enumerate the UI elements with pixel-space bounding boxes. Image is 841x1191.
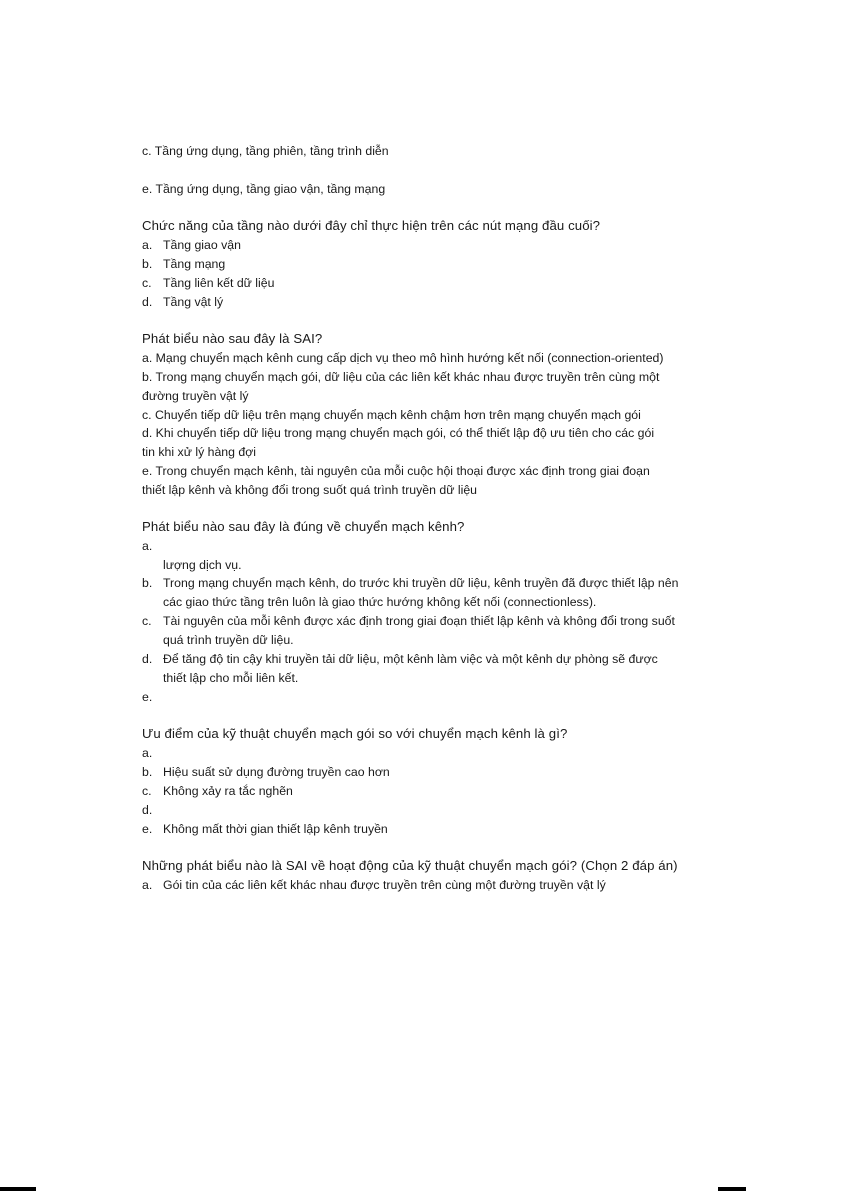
q3-option-a-cont: lượng dịch vụ. (163, 558, 242, 572)
q3-option-a (142, 537, 702, 555)
q2-line: tin khi xử lý hàng đợi (142, 445, 257, 459)
q1-option-c (142, 274, 702, 292)
option-label: a. (142, 238, 153, 252)
q4-option-c (142, 782, 702, 800)
q2-line: thiết lập kênh và không đổi trong suốt quá trình truyền dữ liệu (142, 483, 478, 497)
q3-option-c-cont: quá trình truyền dữ liệu. (163, 633, 294, 647)
option-label: c. (142, 614, 152, 628)
option-label: a. (142, 539, 153, 553)
option-text: Tầng vật lý (163, 295, 224, 309)
option-label: c. (142, 784, 152, 798)
option-text: Để tăng độ tin cậy khi truyền tải dữ liệu, một kênh làm việc và một kênh dự phòng sẽ được (163, 652, 658, 666)
option-text: Không xảy ra tắc nghẽn (163, 784, 293, 798)
q1-option-a (142, 236, 702, 254)
q3-option-d (142, 650, 702, 668)
option-c-carryover: c. Tầng ứng dụng, tầng phiên, tầng trình diễn (142, 144, 389, 158)
option-label: d. (142, 652, 153, 666)
q4-option-e (142, 820, 702, 838)
option-text: Gói tin của các liên kết khác nhau được truyền trên cùng một đường truyền vật lý (163, 878, 606, 892)
question-3: Phát biểu nào sau đây là đúng về chuyển mạch kênh? (142, 519, 465, 534)
option-text: Hiệu suất sử dụng đường truyền cao hơn (163, 765, 390, 779)
scan-edge-mark-left (0, 1187, 36, 1191)
option-label: a. (142, 746, 153, 760)
option-label: c. (142, 276, 152, 290)
question-5: Những phát biểu nào là SAI về hoạt động của kỹ thuật chuyển mạch gói? (Chọn 2 đáp án) (142, 858, 678, 873)
q2-line: a. Mạng chuyển mạch kênh cung cấp dịch vụ theo mô hình hướng kết nối (connection-oriented) (142, 351, 664, 365)
q1-option-d (142, 293, 702, 311)
option-label: a. (142, 878, 153, 892)
option-text: Trong mạng chuyển mạch kênh, do trước khi truyền dữ liệu, kênh truyền đã được thiết lập nên (163, 576, 679, 590)
q5-option-a (142, 876, 702, 894)
q2-line: đường truyền vật lý (142, 389, 249, 403)
option-text: Tầng giao vận (163, 238, 241, 252)
option-text: Tài nguyên của mỗi kênh được xác định trong giai đoạn thiết lập kênh và không đổi trong suốt (163, 614, 675, 628)
question-2: Phát biểu nào sau đây là SAI? (142, 331, 323, 346)
q2-line: d. Khi chuyển tiếp dữ liệu trong mạng chuyển mạch gói, có thể thiết lập độ ưu tiên cho các gói (142, 426, 655, 440)
scan-edge-mark-right (718, 1187, 746, 1191)
q3-option-d-cont: thiết lập cho mỗi liên kết. (163, 671, 299, 685)
q1-option-b (142, 255, 702, 273)
option-label: e. (142, 690, 153, 704)
q3-option-b (142, 574, 702, 592)
option-e-carryover: e. Tầng ứng dụng, tầng giao vận, tầng mạng (142, 182, 386, 196)
option-label: d. (142, 295, 153, 309)
q4-option-d (142, 801, 702, 819)
option-label: e. (142, 822, 153, 836)
q2-line: c. Chuyển tiếp dữ liệu trên mạng chuyển mạch kênh chậm hơn trên mạng chuyển mạch gói (142, 408, 641, 422)
option-label: b. (142, 765, 153, 779)
q3-option-b-cont: các giao thức tầng trên luôn là giao thức hướng không kết nối (connectionless). (163, 595, 597, 609)
q4-option-a (142, 744, 702, 762)
option-label: d. (142, 803, 153, 817)
q2-line: b. Trong mạng chuyển mạch gói, dữ liệu của các liên kết khác nhau được truyền trên cùng một (142, 370, 660, 384)
q2-line: e. Trong chuyển mạch kênh, tài nguyên của mỗi cuộc hội thoại được xác định trong giai đoạn (142, 464, 650, 478)
option-label: b. (142, 257, 153, 271)
q4-option-b (142, 763, 702, 781)
question-4: Ưu điểm của kỹ thuật chuyển mạch gói so với chuyển mạch kênh là gì? (142, 726, 568, 741)
q3-option-e (142, 688, 702, 706)
option-text: Tầng liên kết dữ liệu (163, 276, 275, 290)
option-label: b. (142, 576, 153, 590)
question-1: Chức năng của tầng nào dưới đây chỉ thực hiện trên các nút mạng đầu cuối? (142, 218, 601, 233)
option-text: Tầng mạng (163, 257, 226, 271)
option-text: Không mất thời gian thiết lập kênh truyền (163, 822, 388, 836)
q3-option-c (142, 612, 702, 630)
